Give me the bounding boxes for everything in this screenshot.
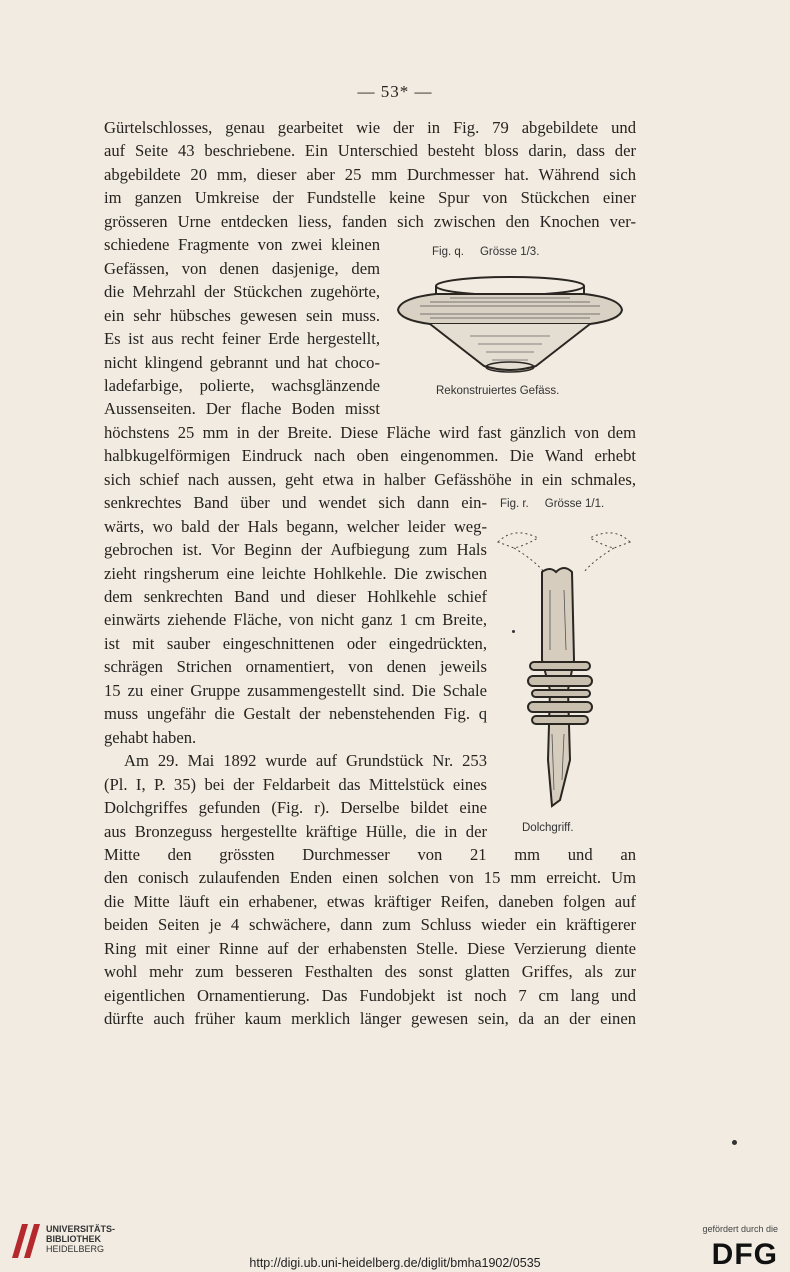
text-line: auf Seite 43 beschriebene. Ein Unterschied besteht bloss darin, dass der [104,141,636,161]
text-line: ist mit sauber eingeschnittenen oder eingedrückten, [104,633,487,653]
figure-q-caption: Rekonstruiertes Gefäss. [436,385,560,397]
text-line: Aussenseiten. Der flache Boden misst [104,399,380,419]
text-line: gehabt haben. [104,727,197,747]
margin-dot [732,1140,737,1145]
figure-r-caption: Dolchgriff. [522,822,574,834]
text-line: abgebildete 20 mm, dieser aber 25 mm Durchmesser hat. Während sich [104,164,636,184]
page-number: — 53* — [357,82,433,101]
text-line: wärts, wo bald der Hals begann, welcher leider weg- [104,516,487,536]
dfg-logo: DFG [711,1238,778,1271]
text-line: Mitte den grössten Durchmesser von 21 mm und an [104,844,636,864]
library-name-line2: BIBLIOTHEK [46,1234,101,1244]
funding-note: gefördert durch die [702,1224,778,1234]
vessel-illustration [390,268,630,380]
text-line: nicht klingend gebrannt und hat choco- [104,352,380,372]
text-line: sich schief nach aussen, geht etwa in halber Gefässhöhe in ein schmales, [104,469,636,489]
text-line: die Mehrzahl der Stückchen zugehörte, [104,282,380,302]
margin-dot [512,630,515,633]
figure-r-label [500,498,604,510]
figure-q-label [432,246,539,258]
text-line: die Mitte läuft ein erhabener, etwas kräftiger Reifen, daneben folgen auf [104,891,636,911]
text-line: höchstens 25 mm in der Breite. Diese Fläche wird fast gänzlich von dem [104,422,636,442]
text-line: einwärts ziehende Fläche, von nicht ganz 1 cm Breite, [104,610,487,630]
text-line: ladefarbige, polierte, wachsglänzende [104,375,380,395]
text-line: schiedene Fragmente von zwei kleinen [104,235,380,255]
library-mark-icon [10,1220,42,1260]
text-line: aus Bronzeguss hergestellte kräftige Hülle, die in der [104,821,487,841]
text-line: den conisch zulaufenden Enden einen solchen von 15 mm erreicht. Um [104,868,636,888]
text-line: im ganzen Umkreise der Fundstelle keine Spur von Stückchen einer [104,188,636,208]
text-line: Gefässen, von denen dasjenige, dem [104,258,380,278]
text-line: halbkugelförmigen Eindruck nach oben eingenommen. Die Wand erhebt [104,446,636,466]
text-line: eigentlichen Ornamentierung. Das Fundobjekt ist noch 7 cm lang und [104,985,636,1005]
figure-r-number: Fig. r. [500,498,529,510]
figure-q-scale: Grösse 1/3. [479,246,540,258]
library-name-line1: UNIVERSITÄTS- [46,1224,116,1234]
text-line: grösseren Urne entdecken liess, fanden sich zwischen den Knochen ver- [104,211,636,231]
figure-r-scale: Grösse 1/1. [544,498,605,510]
text-line: ein sehr hübsches gewesen sein muss. [104,305,380,325]
text-line: zieht ringsherum eine leichte Hohlkehle. Die zwischen [104,563,487,583]
figure-q-number: Fig. q. [432,246,464,258]
text-line: muss ungefähr die Gestalt der nebenstehenden Fig. q [104,704,487,724]
source-url[interactable]: http://digi.ub.uni-heidelberg.de/diglit/bmha1902/0535 [249,1256,541,1270]
dagger-grip-illustration [494,520,634,816]
text-line: gebrochen ist. Vor Beginn der Aufbiegung zum Hals [104,540,487,560]
text-line: (Pl. I, P. 35) bei der Feldarbeit das Mittelstück eines [104,774,487,794]
text-line: senkrechtes Band über und wendet sich dann ein- [104,493,487,513]
text-line: Ring mit einer Rinne auf der erhabensten Stelle. Diese Verzierung diente [104,938,636,958]
text-line: beiden Seiten je 4 schwächere, dann zum Schluss wieder ein kräftigerer [104,915,636,935]
text-line: dürfte auch früher kaum merklich länger gewesen sein, da an der einen [104,1009,636,1029]
text-line: Es ist aus recht feiner Erde hergestellt, [104,329,380,349]
text-line: schrägen Strichen ornamentiert, von denen jeweils [104,657,487,677]
text-line: dem senkrechten Band und dieser Hohlkehle schief [104,587,487,606]
text-line: Dolchgriffes gefunden (Fig. r). Derselbe bildet eine [104,798,487,818]
text-line: wohl mehr zum besseren Festhalten des sonst glatten Griffes, als zur [104,962,636,982]
text-line: Gürtelschlosses, genau gearbeitet wie der in Fig. 79 abgebildete und [104,118,636,137]
text-line: 15 zu einer Gruppe zusammengestellt sind. Die Schale [104,680,487,700]
text-line: Am 29. Mai 1892 wurde auf Grundstück Nr. 253 [124,751,487,771]
library-name-line3: HEIDELBERG [46,1244,105,1254]
